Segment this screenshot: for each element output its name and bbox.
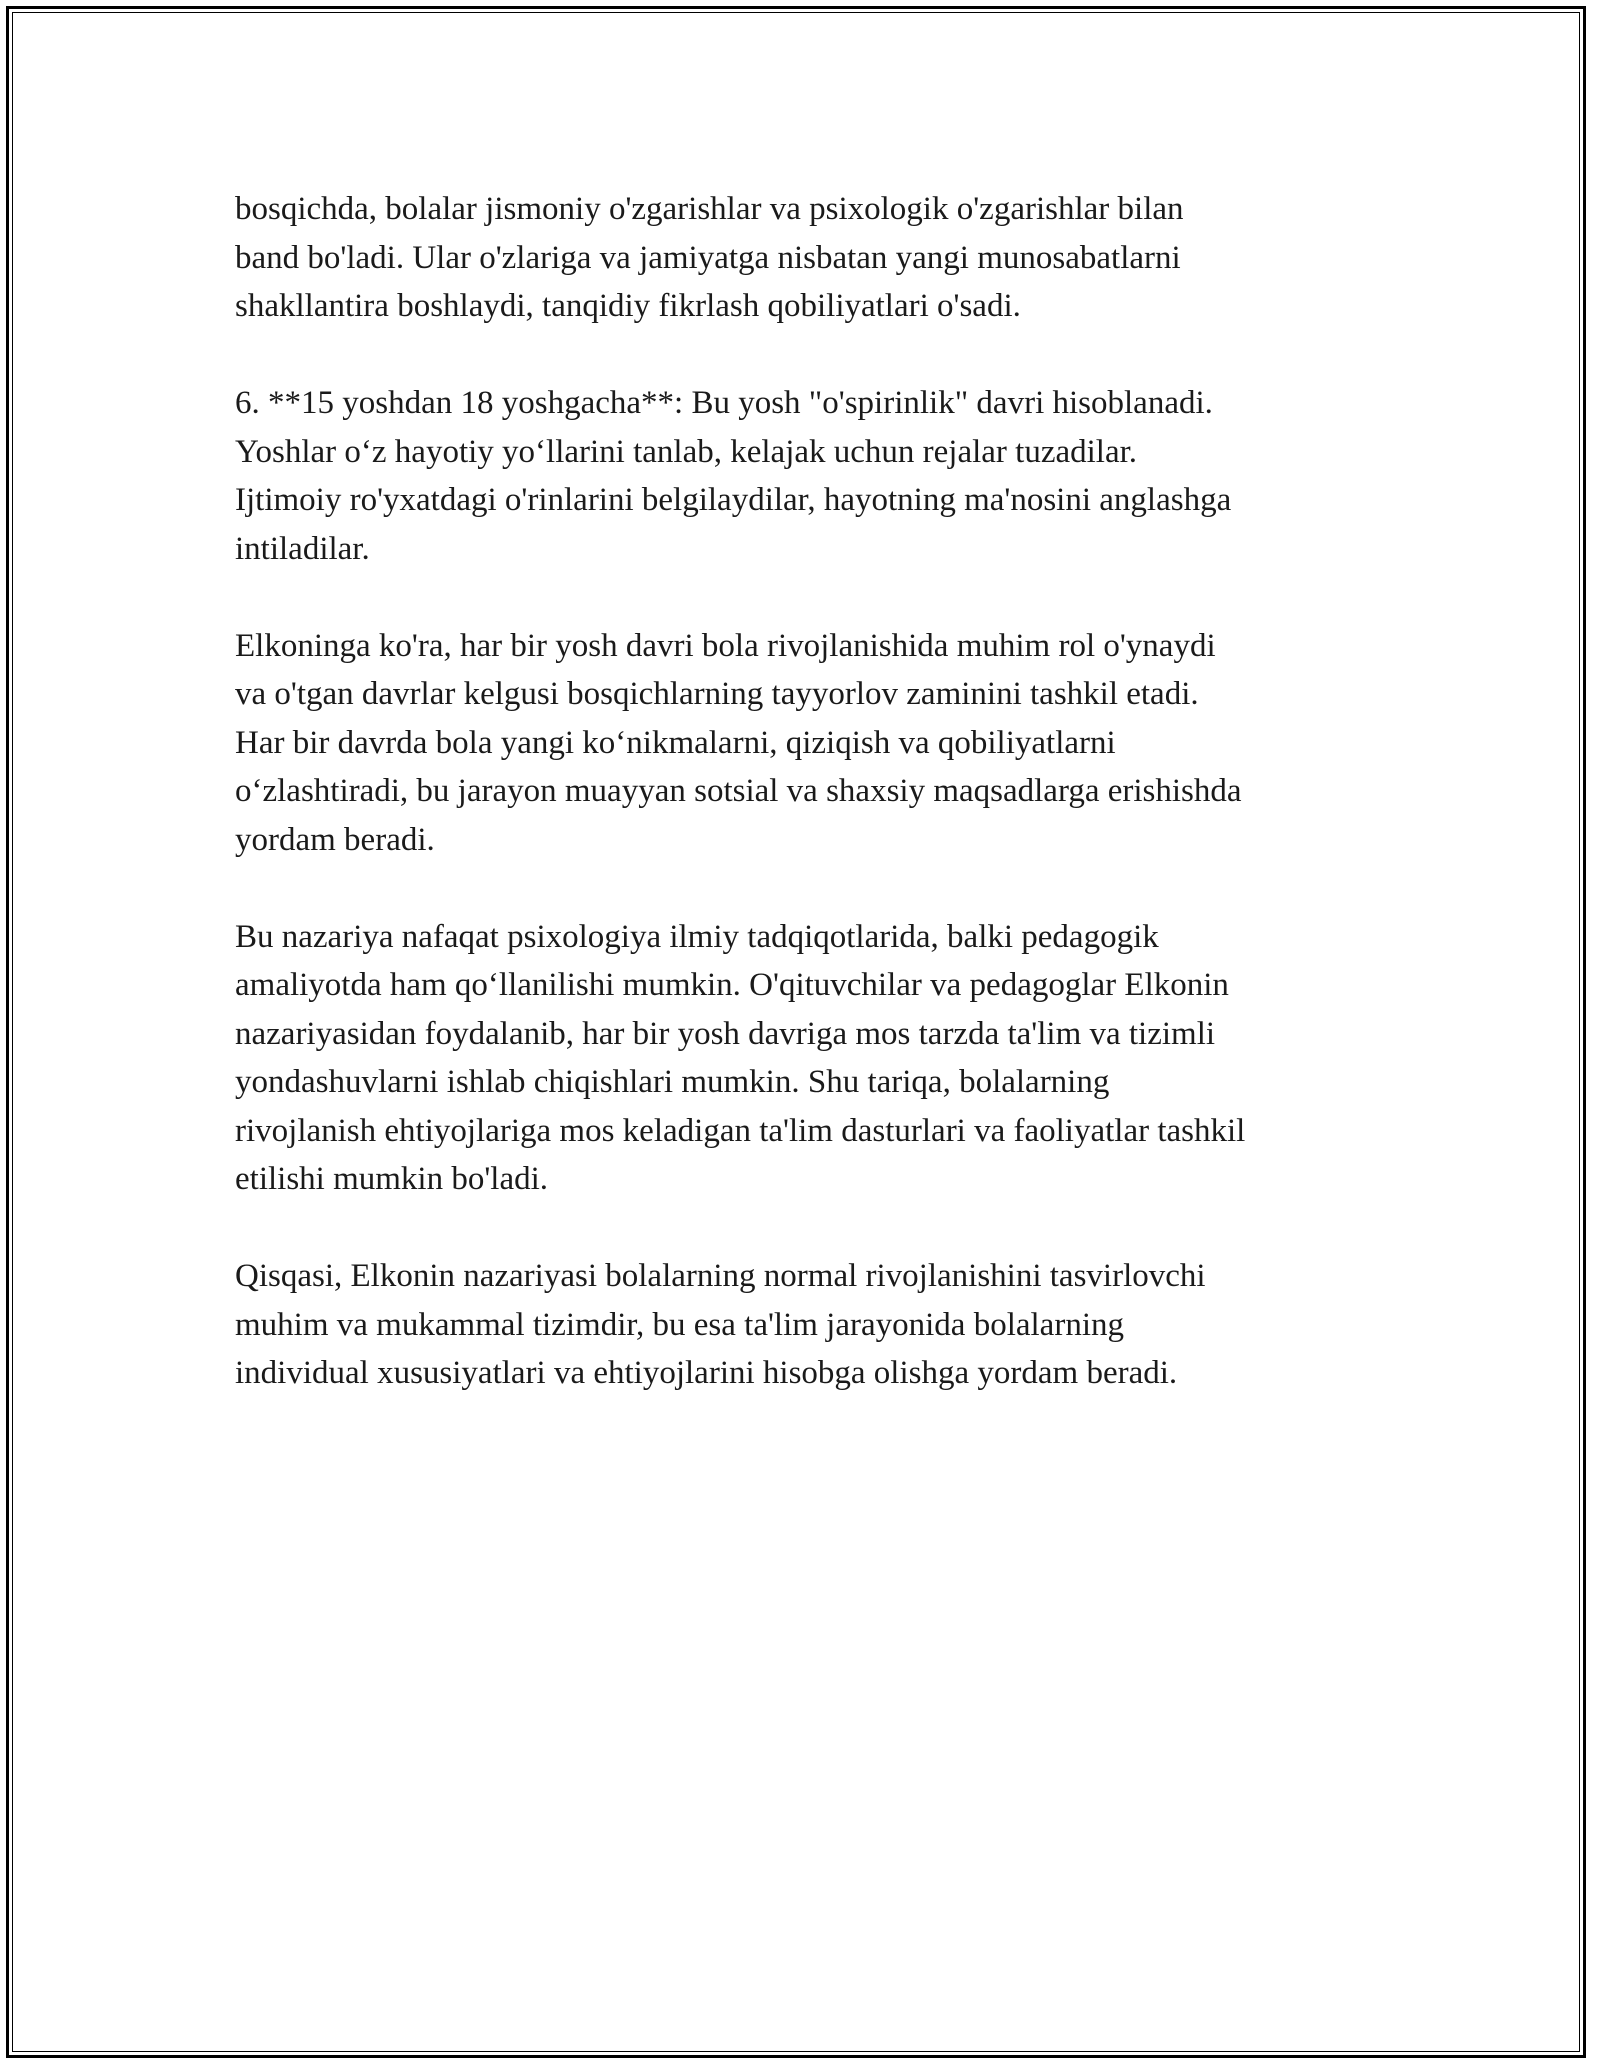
paragraph-2 bbox=[235, 379, 1370, 573]
text-line: yordam beradi. bbox=[235, 821, 435, 858]
text-line: Yoshlar o‘z hayotiy yo‘llarini tanlab, kelajak uchun rejalar tuzadilar. bbox=[235, 433, 1138, 470]
text-line: intiladilar. bbox=[235, 530, 370, 567]
text-line: Qisqasi, Elkonin nazariyasi bolalarning normal rivojlanishini tasvirlovchi bbox=[235, 1258, 1206, 1294]
document-body bbox=[235, 185, 1370, 1446]
text-line: yondashuvlarni ishlab chiqishlari mumkin. Shu tariqa, bolalarning bbox=[235, 1064, 1110, 1100]
text-line: shakllantira boshlaydi, tanqidiy fikrlash qobiliyatlari o'sadi. bbox=[235, 288, 1021, 324]
text-line: nazariyasidan foydalanib, har bir yosh davriga mos tarzda ta'lim va tizimli bbox=[235, 1015, 1216, 1052]
paragraph-5 bbox=[235, 1252, 1370, 1398]
text-line: individual xususiyatlari va ehtiyojlarini hisobga olishga yordam beradi. bbox=[235, 1355, 1178, 1391]
text-line: etilishi mumkin bo'ladi. bbox=[235, 1161, 549, 1197]
text-line: Har bir davrda bola yangi ko‘nikmalarni, qiziqish va qobiliyatlarni bbox=[235, 724, 1116, 761]
text-line: bosqichda, bolalar jismoniy o'zgarishlar va psixologik o'zgarishlar bilan bbox=[235, 191, 1184, 227]
text-line: rivojlanish ehtiyojlariga mos keladigan ta'lim dasturlari va faoliyatlar tashkil bbox=[235, 1112, 1246, 1149]
paragraph-3 bbox=[235, 622, 1370, 865]
text-line: Bu nazariya nafaqat psixologiya ilmiy tadqiqotlarida, balki pedagogik bbox=[235, 918, 1159, 955]
text-line: muhim va mukammal tizimdir, bu esa ta'lim jarayonida bolalarning bbox=[235, 1306, 1124, 1343]
text-line: amaliyotda ham qo‘llanilishi mumkin. O'qituvchilar va pedagoglar Elkonin bbox=[235, 967, 1229, 1003]
text-line: va o'tgan davrlar kelgusi bosqichlarning tayyorlov zaminini tashkil etadi. bbox=[235, 676, 1199, 712]
text-line: o‘zlashtiradi, bu jarayon muayyan sotsial va shaxsiy maqsadlarga erishishda bbox=[235, 773, 1242, 809]
text-line: Ijtimoiy ro'yxatdagi o'rinlarini belgilaydilar, hayotning ma'nosini anglashga bbox=[235, 482, 1232, 518]
text-line: band bo'ladi. Ular o'zlariga va jamiyatga nisbatan yangi munosabatlarni bbox=[235, 239, 1181, 276]
text-line: 6. **15 yoshdan 18 yoshgacha**: Bu yosh "o'spirinlik" davri hisoblanadi. bbox=[235, 385, 1213, 421]
paragraph-4 bbox=[235, 913, 1370, 1204]
paragraph-1 bbox=[235, 185, 1370, 331]
text-line: Elkoninga ko'ra, har bir yosh davri bola rivojlanishida muhim rol o'ynaydi bbox=[235, 627, 1216, 664]
